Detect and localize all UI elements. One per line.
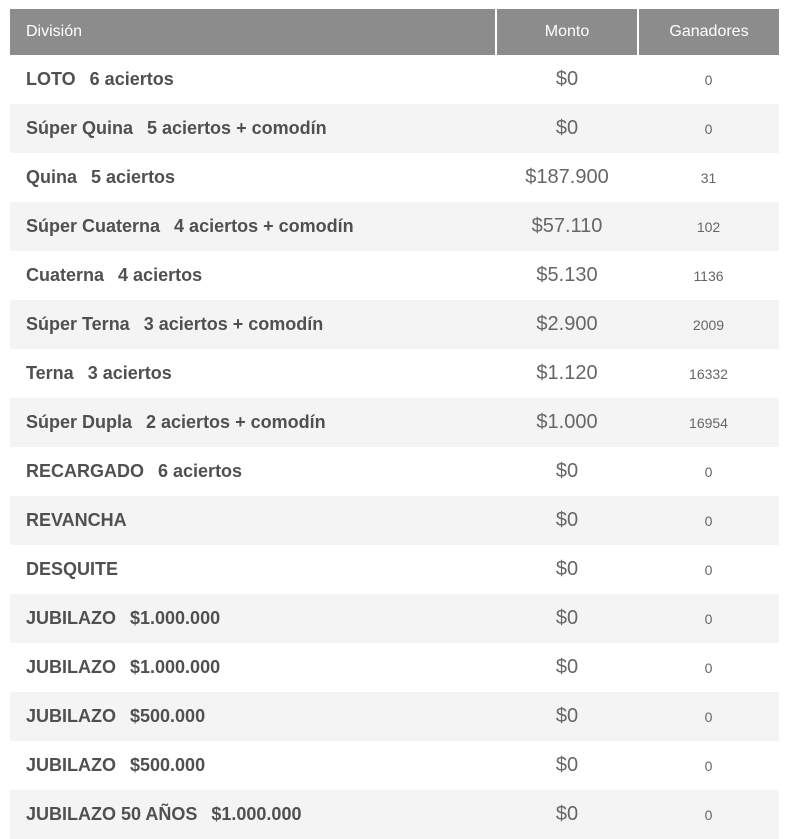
table-row <box>10 153 779 202</box>
table-row <box>10 643 779 692</box>
table-row <box>10 349 779 398</box>
division-name: JUBILAZO <box>26 608 116 628</box>
division-name: DESQUITE <box>26 559 119 579</box>
monto-cell: $2.900 <box>496 300 638 349</box>
monto-cell: $0 <box>496 692 638 741</box>
division-name: LOTO <box>26 69 76 89</box>
division-cell <box>10 741 496 790</box>
ganadores-cell: 0 <box>638 496 779 545</box>
division-detail: 4 aciertos <box>118 265 203 285</box>
division-cell <box>10 300 496 349</box>
ganadores-cell: 0 <box>638 741 779 790</box>
header-monto: Monto <box>496 9 638 55</box>
ganadores-cell: 16954 <box>638 398 779 447</box>
division-name: Terna <box>26 363 74 383</box>
division-cell <box>10 790 496 839</box>
division-cell <box>10 545 496 594</box>
division-detail: 5 aciertos <box>91 167 176 187</box>
division-name: Súper Cuaterna <box>26 216 161 236</box>
table-body <box>10 55 779 839</box>
division-detail: $1.000.000 <box>130 657 221 677</box>
monto-cell: $0 <box>496 594 638 643</box>
ganadores-cell: 0 <box>638 447 779 496</box>
division-cell <box>10 643 496 692</box>
division-detail: $1.000.000 <box>211 804 302 824</box>
division-cell <box>10 496 496 545</box>
division-detail: $500.000 <box>130 706 206 726</box>
table-row <box>10 790 779 839</box>
division-detail: 6 aciertos <box>158 461 243 481</box>
ganadores-cell: 2009 <box>638 300 779 349</box>
table-row <box>10 55 779 104</box>
division-name: Súper Quina <box>26 118 134 138</box>
division-detail: 3 aciertos <box>87 363 172 383</box>
division-name: JUBILAZO 50 AÑOS <box>26 804 198 824</box>
division-name: Súper Terna <box>26 314 130 334</box>
prize-table <box>10 9 779 839</box>
monto-cell: $0 <box>496 496 638 545</box>
ganadores-cell: 0 <box>638 643 779 692</box>
monto-cell: $0 <box>496 790 638 839</box>
division-name: JUBILAZO <box>26 755 116 775</box>
monto-cell: $0 <box>496 447 638 496</box>
division-cell <box>10 202 496 251</box>
table-row <box>10 496 779 545</box>
table-row <box>10 692 779 741</box>
ganadores-cell: 0 <box>638 104 779 153</box>
prize-table-container <box>10 9 779 839</box>
monto-cell: $0 <box>496 741 638 790</box>
division-detail: 3 aciertos + comodín <box>143 314 324 334</box>
division-detail: 5 aciertos + comodín <box>147 118 327 138</box>
monto-cell: $0 <box>496 104 638 153</box>
ganadores-cell: 1136 <box>638 251 779 300</box>
division-name: Súper Dupla <box>26 412 133 432</box>
division-detail: $1.000.000 <box>130 608 221 628</box>
monto-cell: $0 <box>496 545 638 594</box>
ganadores-cell: 0 <box>638 594 779 643</box>
division-name: REVANCHA <box>26 510 127 530</box>
monto-cell: $0 <box>496 55 638 104</box>
division-name: RECARGADO <box>26 461 145 481</box>
ganadores-cell: 102 <box>638 202 779 251</box>
table-row <box>10 741 779 790</box>
division-cell <box>10 447 496 496</box>
division-cell <box>10 692 496 741</box>
table-row <box>10 300 779 349</box>
division-detail: 4 aciertos + comodín <box>174 216 354 236</box>
monto-cell: $57.110 <box>496 202 638 251</box>
division-detail: 6 aciertos <box>89 69 174 89</box>
header-division: División <box>10 9 496 55</box>
division-name: Quina <box>26 167 78 187</box>
division-cell <box>10 594 496 643</box>
division-cell <box>10 153 496 202</box>
table-row <box>10 398 779 447</box>
division-detail: $500.000 <box>130 755 206 775</box>
division-detail: 2 aciertos + comodín <box>146 412 326 432</box>
ganadores-cell: 0 <box>638 790 779 839</box>
division-cell <box>10 104 496 153</box>
table-row <box>10 202 779 251</box>
division-cell <box>10 349 496 398</box>
division-name: Cuaterna <box>26 265 105 285</box>
division-cell <box>10 55 496 104</box>
monto-cell: $187.900 <box>496 153 638 202</box>
table-row <box>10 594 779 643</box>
monto-cell: $5.130 <box>496 251 638 300</box>
ganadores-cell: 31 <box>638 153 779 202</box>
ganadores-cell: 16332 <box>638 349 779 398</box>
division-name: JUBILAZO <box>26 706 116 726</box>
table-row <box>10 447 779 496</box>
monto-cell: $1.000 <box>496 398 638 447</box>
ganadores-cell: 0 <box>638 55 779 104</box>
monto-cell: $0 <box>496 643 638 692</box>
table-row <box>10 251 779 300</box>
division-cell <box>10 251 496 300</box>
table-row <box>10 545 779 594</box>
monto-cell: $1.120 <box>496 349 638 398</box>
ganadores-cell: 0 <box>638 692 779 741</box>
division-cell <box>10 398 496 447</box>
table-row <box>10 104 779 153</box>
ganadores-cell: 0 <box>638 545 779 594</box>
header-ganadores: Ganadores <box>638 9 779 55</box>
table-header-row <box>10 9 779 55</box>
division-name: JUBILAZO <box>26 657 116 677</box>
